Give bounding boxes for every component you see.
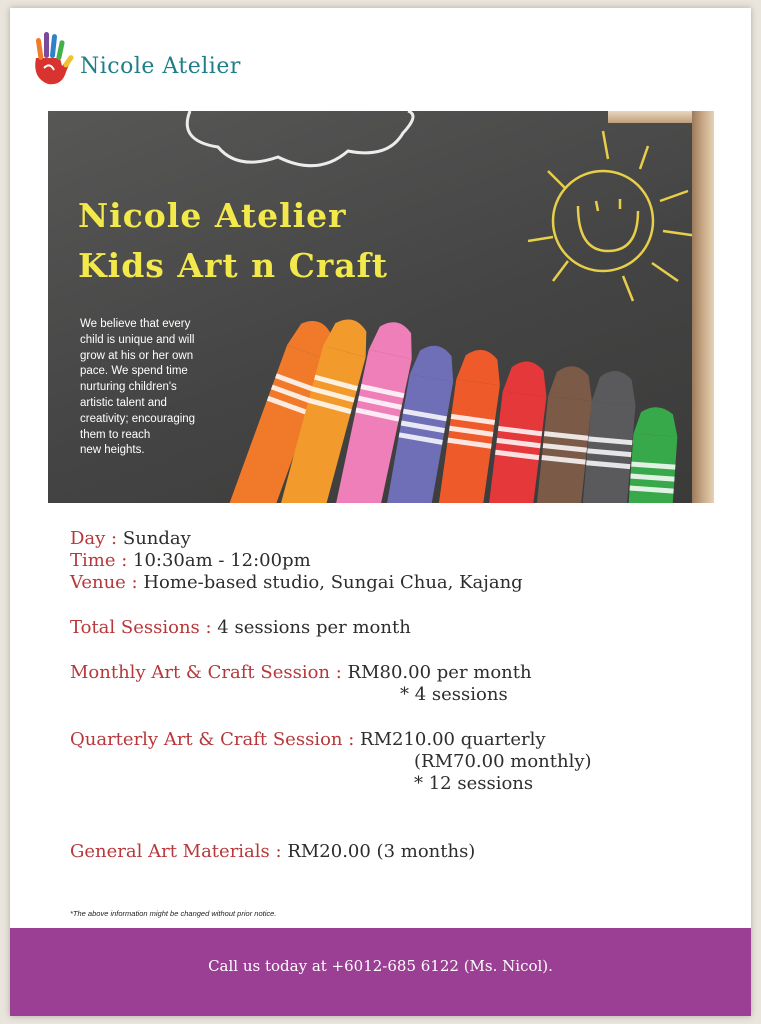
disclaimer-notice: *The above information might be changed without prior notice. bbox=[70, 909, 277, 918]
materials-value: RM20.00 (3 months) bbox=[287, 841, 476, 862]
sessions-label: Total Sessions : bbox=[70, 617, 212, 638]
footer-call-text: Call us today at +6012-685 6122 (Ms. Nicol). bbox=[208, 957, 553, 975]
day-label: Day : bbox=[70, 528, 118, 549]
materials-label: General Art Materials : bbox=[70, 841, 282, 862]
hero-desc-line: pace. We spend time bbox=[80, 365, 188, 378]
crayon-green bbox=[627, 406, 679, 503]
hero-title-line1: Nicole Atelier bbox=[78, 196, 347, 235]
quarterly-note: * 12 sessions bbox=[414, 773, 534, 794]
hero-desc-line: We believe that every bbox=[80, 318, 191, 330]
sessions-row bbox=[70, 617, 411, 638]
hero-desc-line: new heights. bbox=[80, 444, 145, 457]
hero-desc-line: creativity; encouraging bbox=[80, 412, 196, 425]
time-row bbox=[70, 550, 311, 571]
footer-banner bbox=[10, 928, 751, 1016]
hero-description bbox=[80, 317, 220, 459]
hero-banner bbox=[48, 111, 714, 503]
cloud-drawing bbox=[187, 111, 413, 166]
venue-label: Venue : bbox=[70, 572, 138, 593]
quarterly-row bbox=[70, 729, 546, 750]
quarterly-value: RM210.00 quarterly bbox=[360, 729, 546, 750]
crayon-group bbox=[229, 314, 679, 503]
brand-logo bbox=[22, 28, 322, 88]
venue-value: Home-based studio, Sungai Chua, Kajang bbox=[143, 572, 523, 593]
monthly-label: Monthly Art & Craft Session : bbox=[70, 662, 342, 683]
flyer-page bbox=[10, 8, 751, 1016]
monthly-row bbox=[70, 662, 532, 683]
chalkboard-frame-right bbox=[692, 111, 714, 503]
materials-row bbox=[70, 841, 475, 862]
time-label: Time : bbox=[70, 550, 128, 571]
hero-title-line2: Kids Art n Craft bbox=[78, 246, 389, 285]
hero-desc-line: them to reach bbox=[80, 428, 151, 441]
hero-desc-line: artistic talent and bbox=[80, 396, 167, 409]
hero-desc-line: nurturing children's bbox=[80, 381, 177, 394]
hero-desc-line: grow at his or her own bbox=[80, 349, 194, 362]
sun-drawing bbox=[528, 131, 698, 301]
day-row bbox=[70, 528, 191, 549]
quarterly-label: Quarterly Art & Craft Session : bbox=[70, 729, 355, 750]
monthly-note: * 4 sessions bbox=[400, 684, 508, 705]
handprint-icon bbox=[22, 28, 80, 88]
hero-title bbox=[78, 191, 388, 291]
hero-desc-line: child is unique and will bbox=[80, 333, 195, 346]
monthly-value: RM80.00 per month bbox=[347, 662, 532, 683]
day-value: Sunday bbox=[122, 528, 191, 549]
venue-row bbox=[70, 572, 523, 593]
sessions-value: 4 sessions per month bbox=[217, 617, 411, 638]
brand-name: Nicole Atelier bbox=[80, 54, 241, 79]
quarterly-sub: (RM70.00 monthly) bbox=[414, 751, 592, 772]
time-value: 10:30am - 12:00pm bbox=[133, 550, 311, 571]
